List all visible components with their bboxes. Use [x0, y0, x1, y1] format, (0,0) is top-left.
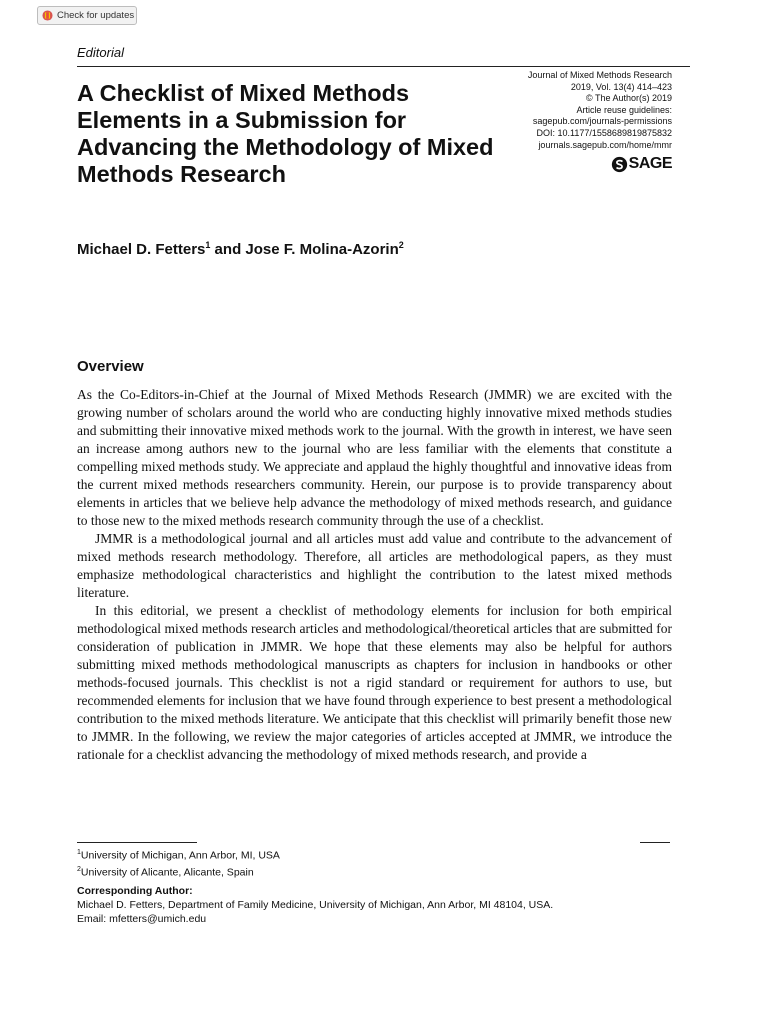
footnote-1-text: University of Michigan, Ann Arbor, MI, USA — [80, 849, 280, 862]
article-title: A Checklist of Mixed Methods Elements in a Submission for Advancing the Methodology of Mixed Methods Research — [77, 80, 494, 187]
crossmark-icon — [42, 10, 53, 21]
badge-label: Check for updates — [57, 10, 135, 21]
overview-paragraph-3: In this editorial, we present a checklist of methodology elements for inclusion for both empirical methodological mixed methods research articles and methodological/theoretical articles that are submitted for consideration of publication in JMMR. We hope that these elements may also be helpful for authors submitting mixed methods methodological manuscripts as chapters for inclusion in handbooks or other methods-focused journals. This checklist is not a rigid standard or requirement for authors to use, but recommended elements for inclusion that we have found through experience to best present a methodological contribution to the mixed methods literature. We anticipate that this checklist will primarily benefit those new to JMMR. In the following, we review the major categories of articles accepted at JMMR, we introduce the rationale for a checklist advancing the methodology of mixed methods research, and provide a — [77, 603, 672, 762]
author-line — [77, 240, 404, 258]
footnote-rule-right — [640, 842, 670, 843]
corresponding-address: Michael D. Fetters, Department of Family Medicine, University of Michigan, Ann Arbor, MI 48104, USA. — [77, 899, 554, 911]
overview-paragraph-2: JMMR is a methodological journal and all articles must add value and contribute to the advancement of mixed methods research methodology. Therefore, all articles are methodological papers, as they must emphasize methodological characteristics and highlight the contribution to the latest mixed methods literature. — [77, 531, 672, 600]
section-label: Editorial — [77, 45, 124, 60]
sage-swirl-icon — [611, 156, 628, 173]
journal-name: Journal of Mixed Methods Research — [527, 70, 672, 80]
overview-heading: Overview — [77, 358, 144, 375]
affiliation-footnotes — [77, 846, 280, 880]
check-for-updates-badge[interactable] — [37, 6, 137, 25]
journal-copyright: © The Author(s) 2019 — [585, 93, 672, 104]
footnote-1 — [77, 846, 280, 863]
journal-volume: 2019, Vol. 13(4) 414–423 — [570, 81, 672, 92]
corresponding-email[interactable]: Email: mfetters@umich.edu — [77, 913, 207, 925]
author-1-affiliation-mark: 1 — [205, 240, 211, 250]
header-rule — [77, 66, 690, 67]
overview-paragraph-1: As the Co-Editors-in-Chief at the Journal of Mixed Methods Research (JMMR) we are excited with the growing number of scholars around the world who are conducting highly innovative mixed methods studies and submitting their innovative mixed methods work to the journal. With the growth in interest, we have seen an increase among authors new to the journal who are less familiar with the elements that constitute a compelling mixed methods study. We appreciate and applaud the highly thoughtful and innovative ideas from the current mixed methods researchers community. Herein, our purpose is to provide transparency about elements in articles that we believe help advance the methodology of mixed methods research, and guidance to those new to the mixed methods research community through the use of a checklist. — [77, 387, 672, 528]
journal-metadata — [528, 70, 672, 151]
author-2-affiliation-mark: 2 — [398, 240, 404, 250]
permissions-link[interactable]: sagepub.com/journals-permissions — [532, 116, 672, 127]
footnote-rule — [77, 842, 197, 843]
sage-logo — [611, 155, 672, 173]
doi-text[interactable]: DOI: 10.1177/1558689819875832 — [536, 127, 672, 138]
author-1: Michael D. Fetters — [77, 241, 206, 258]
footnote-2-text: University of Alicante, Alicante, Spain — [80, 866, 254, 879]
author-2: Jose F. Molina-Azorin — [245, 241, 399, 258]
journal-homepage-link[interactable]: journals.sagepub.com/home/mmr — [538, 139, 672, 150]
author-conjunction: and — [210, 241, 246, 258]
footnote-2 — [77, 863, 280, 880]
footnote-1-mark: 1 — [77, 849, 81, 856]
sage-wordmark: SAGE — [628, 155, 672, 172]
corresponding-heading: Corresponding Author: — [77, 885, 193, 897]
reuse-label: Article reuse guidelines: — [576, 104, 672, 115]
footnote-2-mark: 2 — [77, 866, 81, 873]
overview-body — [77, 386, 672, 764]
corresponding-author — [77, 884, 553, 926]
